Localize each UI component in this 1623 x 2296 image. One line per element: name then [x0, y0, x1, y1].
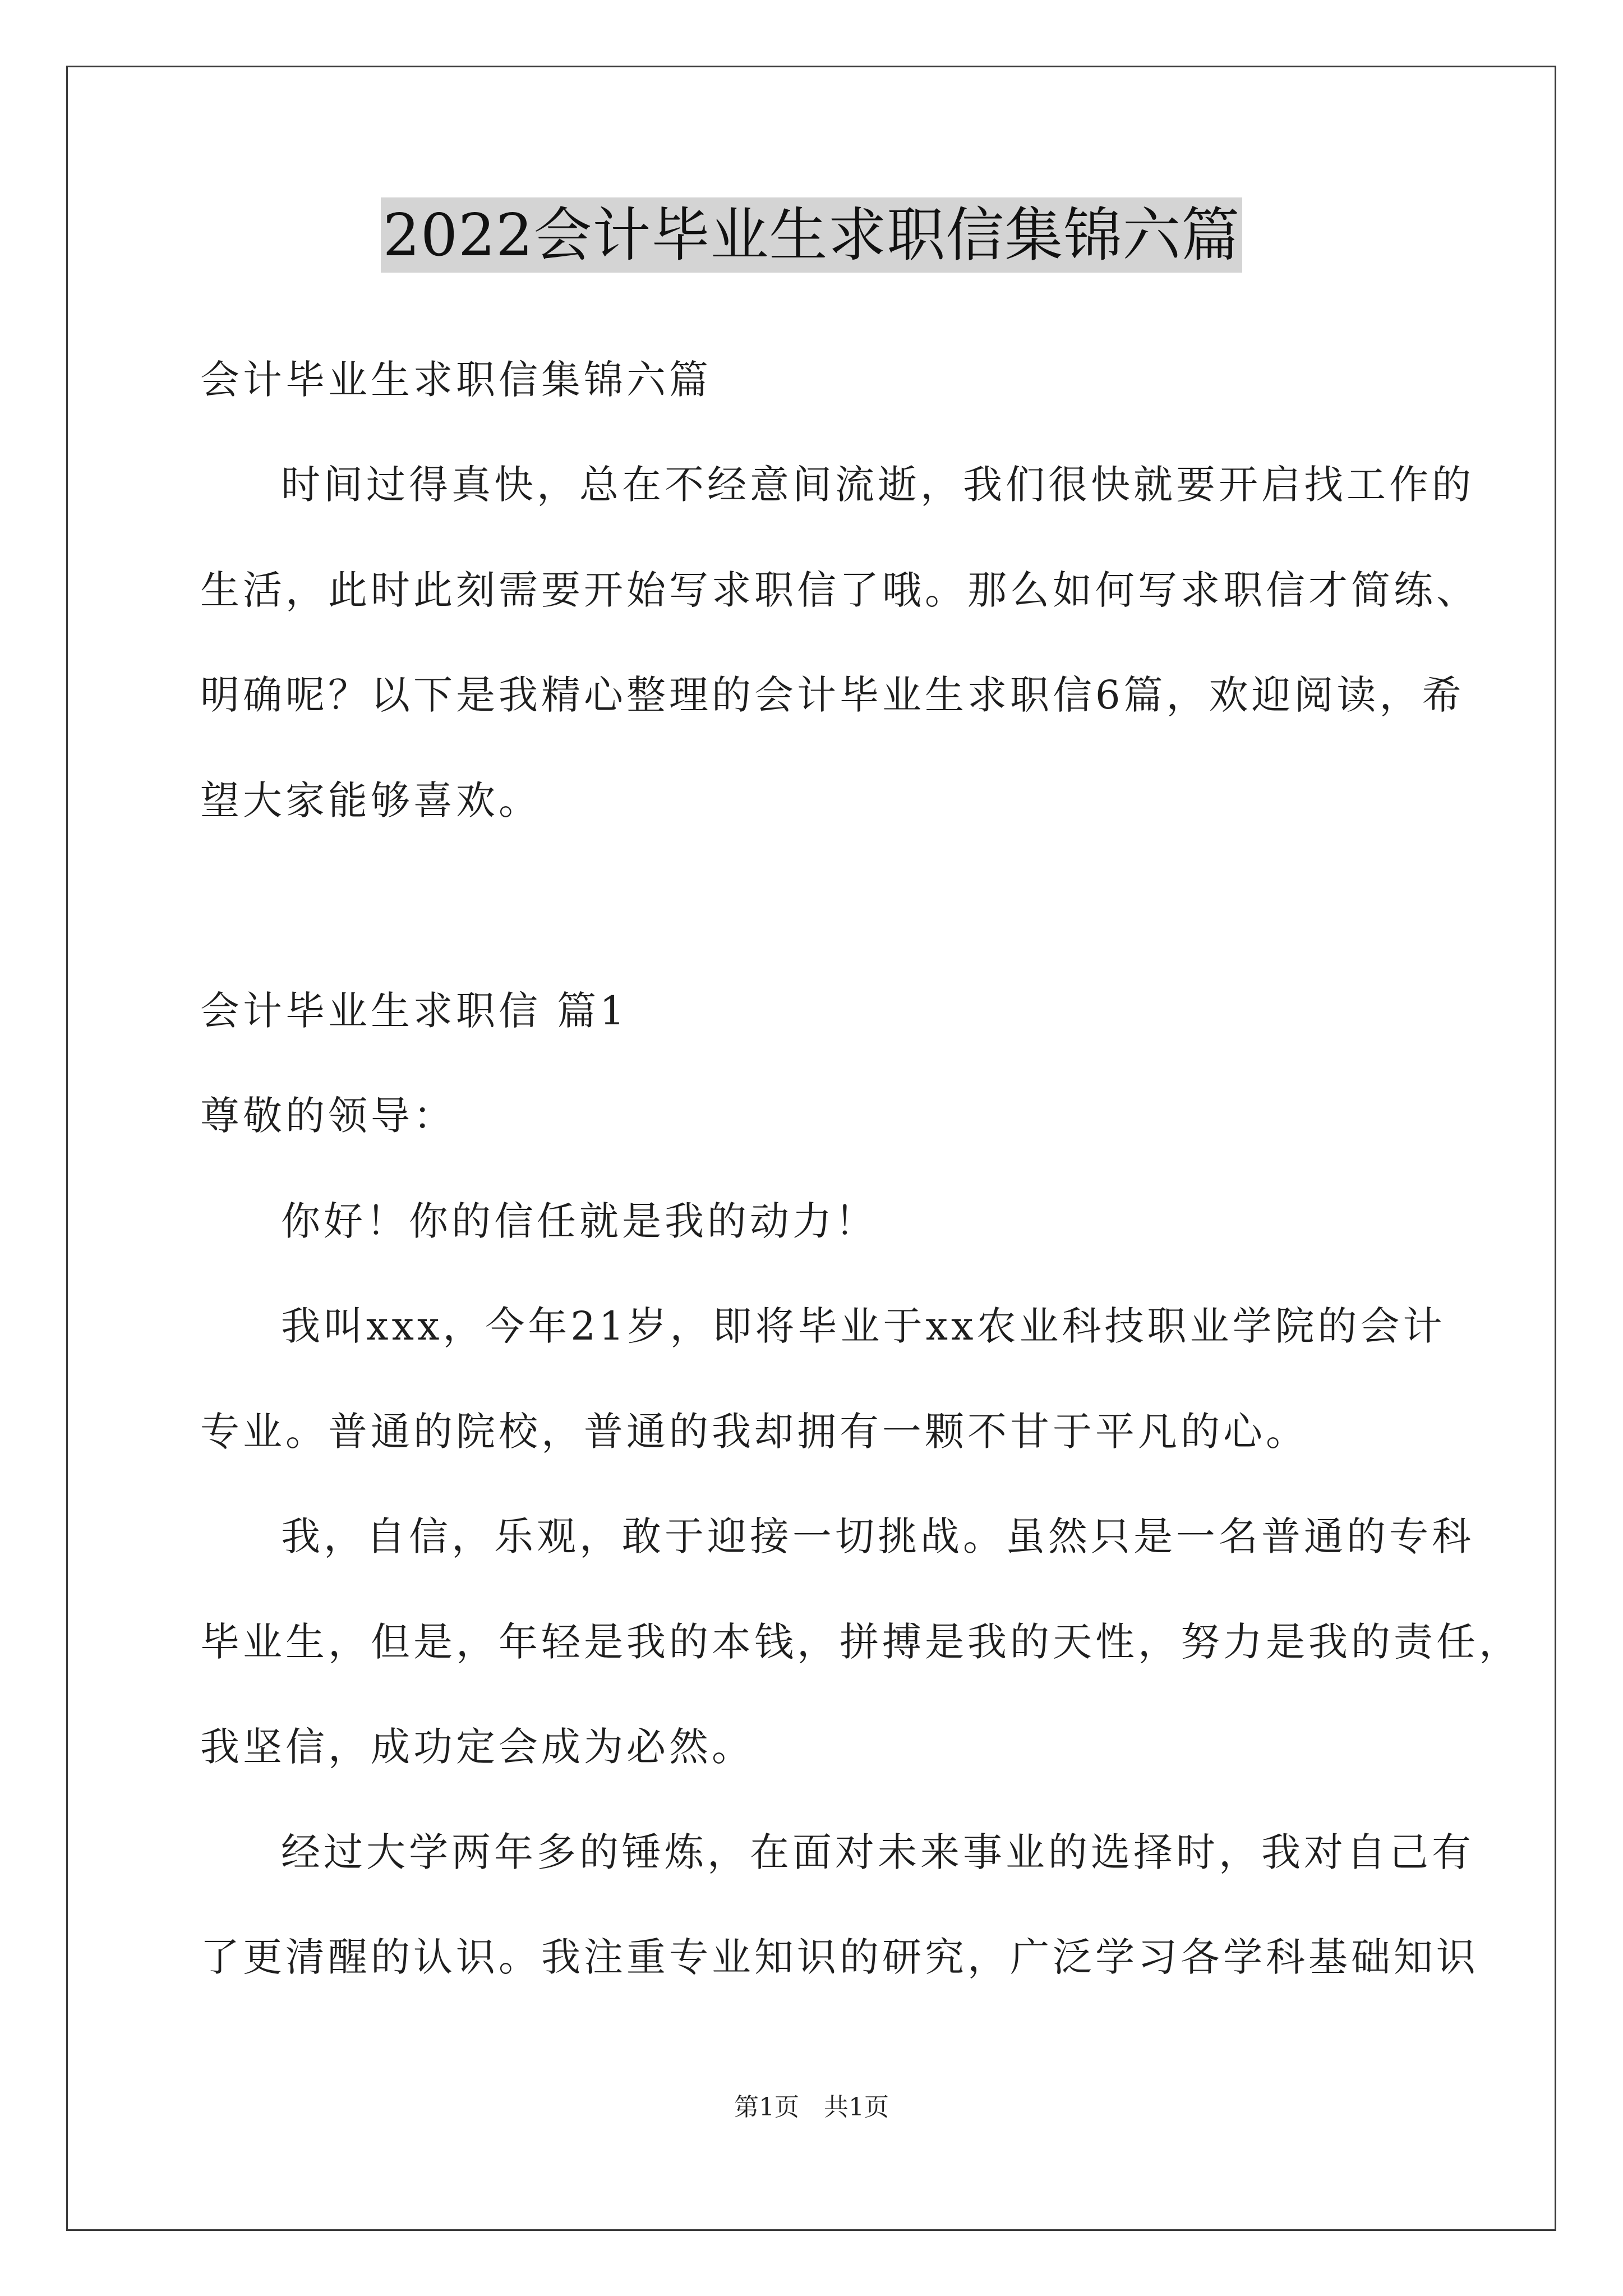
- page-footer: [0, 2091, 1623, 2124]
- page-number: 第1页: [734, 2093, 799, 2122]
- salutation: 尊敬的领导：: [200, 1093, 456, 1139]
- body-line: 我坚信，成功定会成为必然。: [200, 1724, 754, 1770]
- body-line: 我，自信，乐观，敢于迎接一切挑战。虽然只是一名普通的专科: [281, 1513, 1474, 1559]
- body-line: 毕业生，但是，年轻是我的本钱，拼搏是我的天性，努力是我的责任，: [200, 1619, 1521, 1665]
- title-wrap: [0, 197, 1623, 273]
- intro-line: 生活，此时此刻需要开始写求职信了哦。那么如何写求职信才简练、: [200, 567, 1479, 613]
- intro-line: 明确呢？以下是我精心整理的会计毕业生求职信6篇，欢迎阅读，希: [200, 672, 1465, 718]
- subtitle: 会计毕业生求职信集锦六篇: [200, 357, 712, 403]
- document-title: 2022会计毕业生求职信集锦六篇: [381, 197, 1243, 273]
- intro-line: 望大家能够喜欢。: [200, 777, 541, 823]
- body-line: 你好！你的信任就是我的动力！: [281, 1198, 878, 1244]
- body-line: 经过大学两年多的锤炼，在面对未来事业的选择时，我对自己有: [281, 1829, 1474, 1875]
- body-line: 专业。普通的院校，普通的我却拥有一颗不甘于平凡的心。: [200, 1409, 1308, 1455]
- intro-line: 时间过得真快，总在不经意间流逝，我们很快就要开启找工作的: [281, 462, 1474, 508]
- body-line: 我叫xxx，今年21岁，即将毕业于xx农业科技职业学院的会计: [281, 1303, 1446, 1349]
- page-total: 共1页: [824, 2093, 889, 2122]
- section-heading: 会计毕业生求职信 篇1: [200, 988, 628, 1034]
- body-line: 了更清醒的认识。我注重专业知识的研究，广泛学习各学科基础知识: [200, 1934, 1479, 1980]
